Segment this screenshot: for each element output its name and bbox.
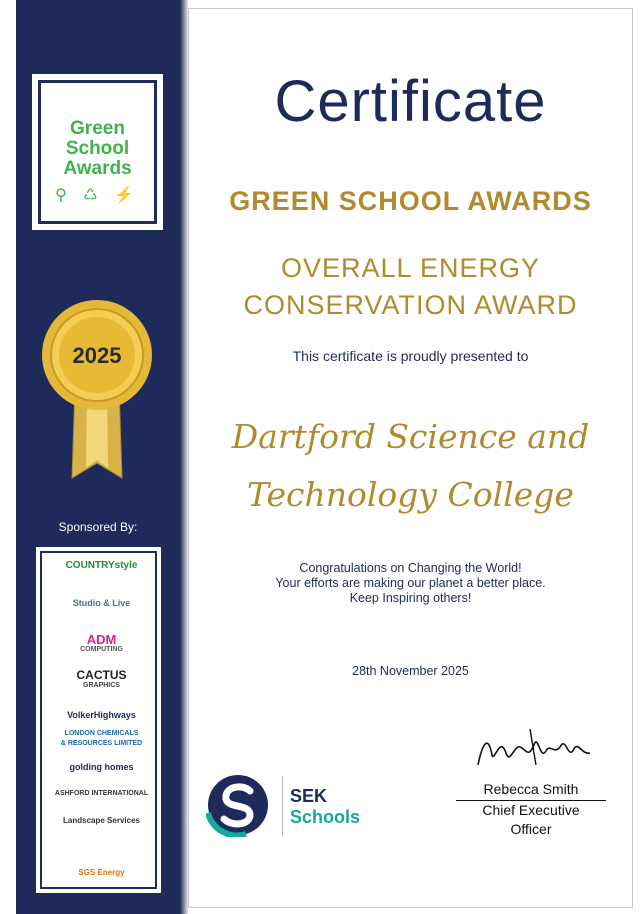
medal-year: 2025 [72, 343, 122, 368]
award-line-2: CONSERVATION AWARD [243, 290, 578, 320]
sponsor-ashford: ASHFORD INTERNATIONAL [54, 790, 149, 797]
award-line-1: OVERALL ENERGY [280, 253, 541, 283]
sidebar-panel [16, 0, 180, 914]
certificate-title: Certificate [274, 69, 547, 134]
org-name-line-2: Schools [290, 807, 361, 827]
congrats-line-2: Your efforts are making our planet a better place. [275, 576, 546, 590]
sponsor-landscape: Landscape Services [63, 816, 140, 825]
sponsor-cactus: CACTUS [76, 668, 127, 682]
logo-divider [282, 776, 283, 836]
handwritten-signature [470, 725, 600, 775]
logo-line-2: School [65, 138, 130, 159]
sponsor-adm-sub: COMPUTING [80, 646, 123, 653]
presented-to-text: This certificate is proudly presented to [292, 348, 529, 364]
program-name: GREEN SCHOOL AWARDS [229, 186, 592, 216]
sponsor-london-chemicals: LONDON CHEMICALS [64, 730, 139, 737]
congrats-line-3: Keep Inspiring others! [349, 591, 472, 605]
award-date: 28th November 2025 [352, 664, 469, 678]
recipient-line-1: Dartford Science and [231, 417, 590, 456]
sponsor-cactus-sub: GRAPHICS [83, 682, 120, 689]
gold-medal-icon [42, 298, 152, 488]
sponsor-sgs: SGS Energy [78, 868, 125, 877]
signer-block [456, 780, 606, 839]
sponsor-countrystyle: COUNTRYstyle [65, 560, 138, 571]
congratulations-message [188, 561, 633, 606]
recipient-name [188, 408, 633, 524]
sponsor-volker: VolkerHighways [67, 710, 136, 720]
sponsored-by-heading: Sponsored By: [58, 520, 138, 534]
org-name-line-1: SEK [290, 786, 328, 806]
green-school-awards-logo [32, 74, 163, 230]
sek-schools-logo-icon [206, 773, 270, 837]
logo-line-1: Green [70, 118, 125, 139]
sponsor-adm: ADM [86, 632, 117, 647]
sponsor-studio-live: Studio & Live [72, 598, 131, 608]
signer-name: Rebecca Smith [456, 780, 606, 801]
sponsor-logos-panel [36, 547, 161, 893]
signer-title-line-2: Officer [510, 821, 552, 837]
signer-title-line-1: Chief Executive [482, 802, 580, 818]
congrats-line-1: Congratulations on Changing the World! [299, 561, 522, 575]
award-name [188, 250, 633, 324]
sponsor-london-chemicals-sub: & RESOURCES LIMITED [60, 740, 143, 747]
sidebar-edge [180, 0, 188, 914]
recipient-line-2: Technology College [247, 475, 574, 514]
logo-line-3: Awards [63, 158, 132, 179]
sponsor-golding: golding homes [69, 762, 134, 772]
eco-icons: ⚲ ♺ ⚡ [55, 187, 140, 204]
